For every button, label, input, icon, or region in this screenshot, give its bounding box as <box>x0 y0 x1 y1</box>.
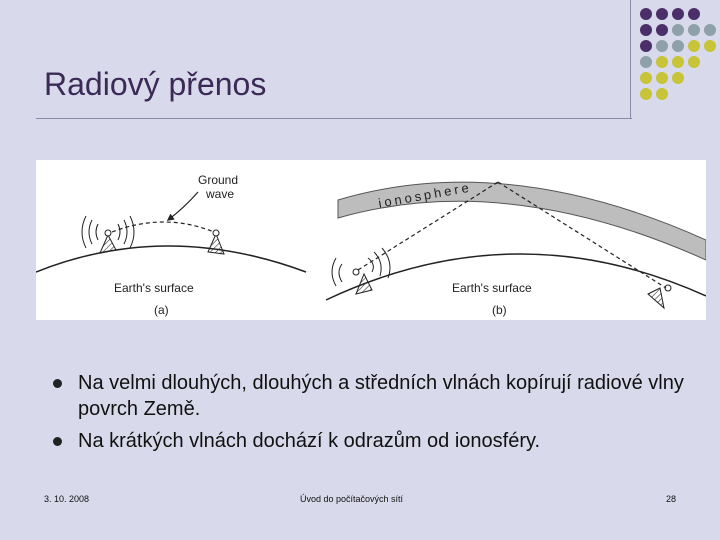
decor-dot <box>656 56 668 68</box>
ground-wave-pointer <box>168 192 198 220</box>
decor-dot <box>672 40 684 52</box>
decor-dot <box>688 56 700 68</box>
decor-dot <box>688 40 700 52</box>
ionosphere-label: ionosphere <box>377 179 473 211</box>
antenna-right-a <box>208 230 224 254</box>
ground-wave-label-line1: Ground <box>198 173 239 187</box>
propagation-diagram <box>36 160 706 320</box>
bullet-text: Na krátkých vlnách dochází k odrazům od ionosféry. <box>78 430 541 452</box>
ground-wave-label-line2: wave <box>206 187 235 201</box>
decor-dot <box>656 24 668 36</box>
earth-surface-left <box>36 246 306 272</box>
bullet-item <box>50 370 690 422</box>
decor-dot <box>672 72 684 84</box>
bullet-item <box>50 428 690 454</box>
footer-date: 3. 10. 2008 <box>44 494 90 504</box>
decor-dot <box>688 24 700 36</box>
decor-dot <box>640 8 652 20</box>
decor-dot <box>672 24 684 36</box>
decor-dot <box>656 40 668 52</box>
radio-propagation-figure <box>36 160 706 320</box>
caption-a: (a) <box>154 303 169 317</box>
decor-dot <box>640 72 652 84</box>
antenna-right-b <box>648 285 671 308</box>
decor-dot <box>640 40 652 52</box>
decor-dot <box>640 56 652 68</box>
page-title: Radiový přenos <box>44 66 267 102</box>
decor-dot <box>656 72 668 84</box>
decor-dot <box>656 88 668 100</box>
decor-dot <box>688 8 700 20</box>
title-divider-vertical <box>630 0 631 118</box>
earth-surface-label-a: Earth's surface <box>114 281 194 295</box>
decor-dot <box>656 8 668 20</box>
footer-course-title: Úvod do počítačových sítí <box>300 494 404 504</box>
bullet-text: Na velmi dlouhých, dlouhých a středních vlnách kopírují radiové vlny povrch Země. <box>78 372 684 420</box>
decor-dot <box>704 24 716 36</box>
antenna-left-a <box>100 230 116 253</box>
decor-dot <box>704 40 716 52</box>
bullet-icon <box>53 437 62 446</box>
decor-dot <box>640 88 652 100</box>
bullet-icon <box>53 379 62 388</box>
decor-dot <box>672 56 684 68</box>
title-divider-horizontal <box>36 118 632 119</box>
footer-page-number: 28 <box>666 494 677 504</box>
decor-dot <box>640 24 652 36</box>
earth-surface-label-b: Earth's surface <box>452 281 532 295</box>
decor-dot <box>672 8 684 20</box>
bullet-list <box>50 370 690 460</box>
caption-b: (b) <box>492 303 507 317</box>
